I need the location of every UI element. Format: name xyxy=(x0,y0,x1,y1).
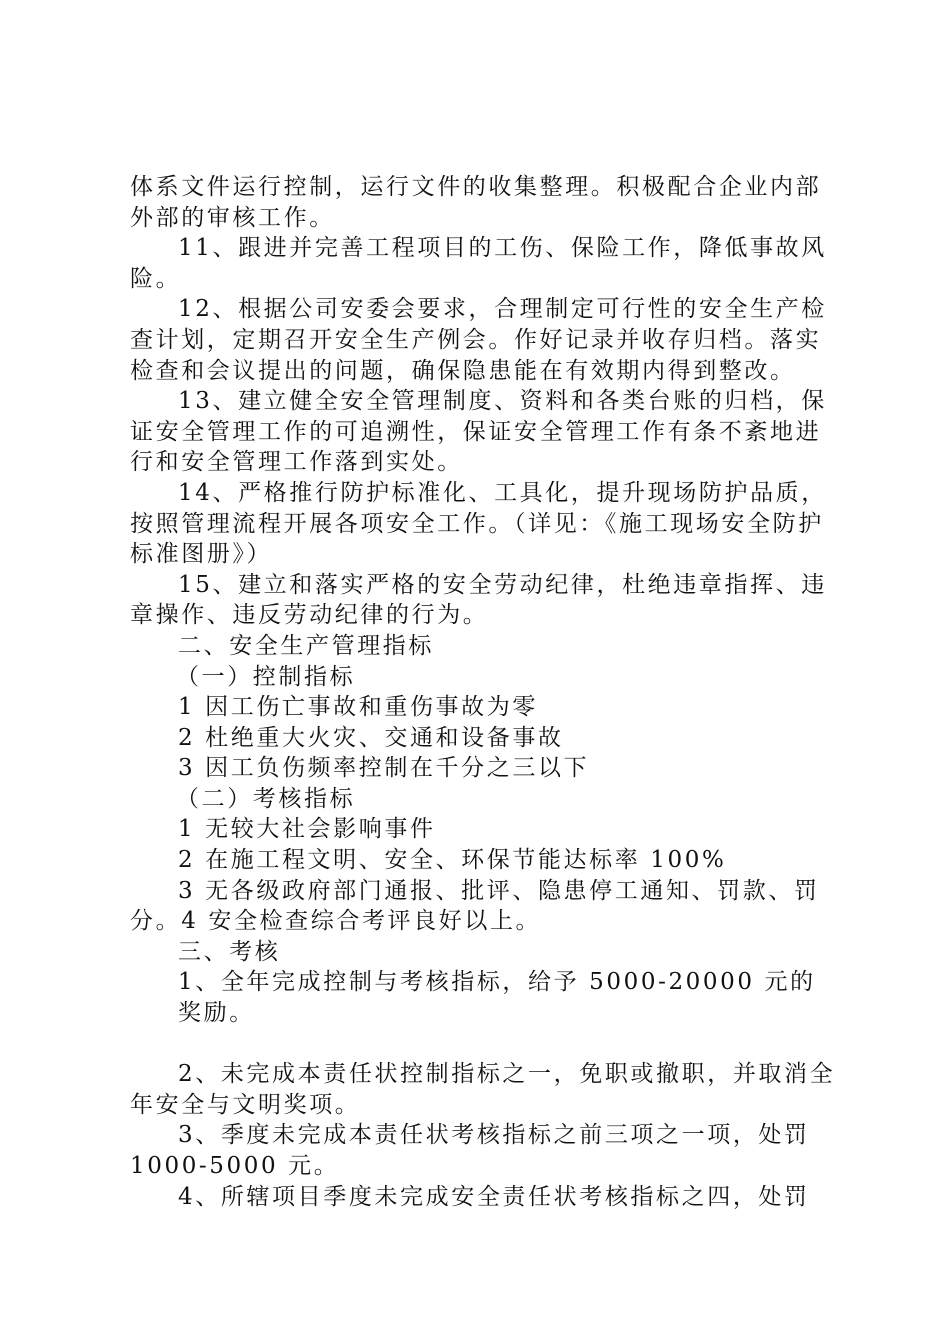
control-item-2: 2 杜绝重大火灾、交通和设备事故 xyxy=(178,724,564,751)
reward-item-1: 1、全年完成控制与考核指标，给予 5000-20000 元的奖励。 xyxy=(178,969,816,1027)
assessment-item-1: 1 无较大社会影响事件 xyxy=(178,816,436,843)
section-heading-3: 三、考核 xyxy=(178,938,281,965)
subsection-heading-control: （一）控制指标 xyxy=(176,663,356,690)
assessment-item-2: 2 在施工程文明、安全、环保节能达标率 100% xyxy=(178,847,727,874)
document-body xyxy=(130,172,836,1212)
paragraph-item-13: 13、建立健全安全管理制度、资料和各类台账的归档，保证安全管理工作的可追溯性，保证安全管理工作有条不紊地进行和安全管理工作落到实处。 xyxy=(130,388,827,476)
penalty-item-2: 2、未完成本责任状控制指标之一，免职或撤职，并取消全年安全与文明奖项。 xyxy=(130,1061,836,1118)
penalty-item-4: 4、所辖项目季度未完成安全责任状考核指标之四，处罚 xyxy=(178,1183,810,1210)
paragraph-item-15: 15、建立和落实严格的安全劳动纪律，杜绝违章指挥、违章操作、违反劳动纪律的行为。 xyxy=(130,571,827,629)
section-heading-2: 二、安全生产管理指标 xyxy=(178,632,434,659)
paragraph-continuation: 体系文件运行控制，运行文件的收集整理。积极配合企业内部外部的审核工作。 xyxy=(130,174,822,231)
control-item-1: 1 因工伤亡事故和重伤事故为零 xyxy=(178,694,538,721)
paragraph-item-11: 11、跟进并完善工程项目的工伤、保险工作，降低事故风险。 xyxy=(130,235,827,292)
blank-line xyxy=(130,1029,836,1060)
subsection-heading-assessment: （二）考核指标 xyxy=(176,785,356,812)
control-item-3: 3 因工负伤频率控制在千分之三以下 xyxy=(178,755,590,782)
paragraph-item-12: 12、根据公司安委会要求，合理制定可行性的安全生产检查计划，定期召开安全生产例会。作好记录并收存归档。落实检查和会议提出的问题，确保隐患能在有效期内得到整改。 xyxy=(130,296,827,384)
penalty-item-3: 3、季度未完成本责任状考核指标之前三项之一项，处罚 1000-5000 元。 xyxy=(130,1122,810,1179)
assessment-item-3-4: 3 无各级政府部门通报、批评、隐患停工通知、罚款、罚分。4 安全检查综合考评良好以上。 xyxy=(130,877,820,935)
paragraph-item-14: 14、严格推行防护标准化、工具化，提升现场防护品质，按照管理流程开展各项安全工作。（详见：《施工现场安全防护标准图册》） xyxy=(130,479,827,568)
